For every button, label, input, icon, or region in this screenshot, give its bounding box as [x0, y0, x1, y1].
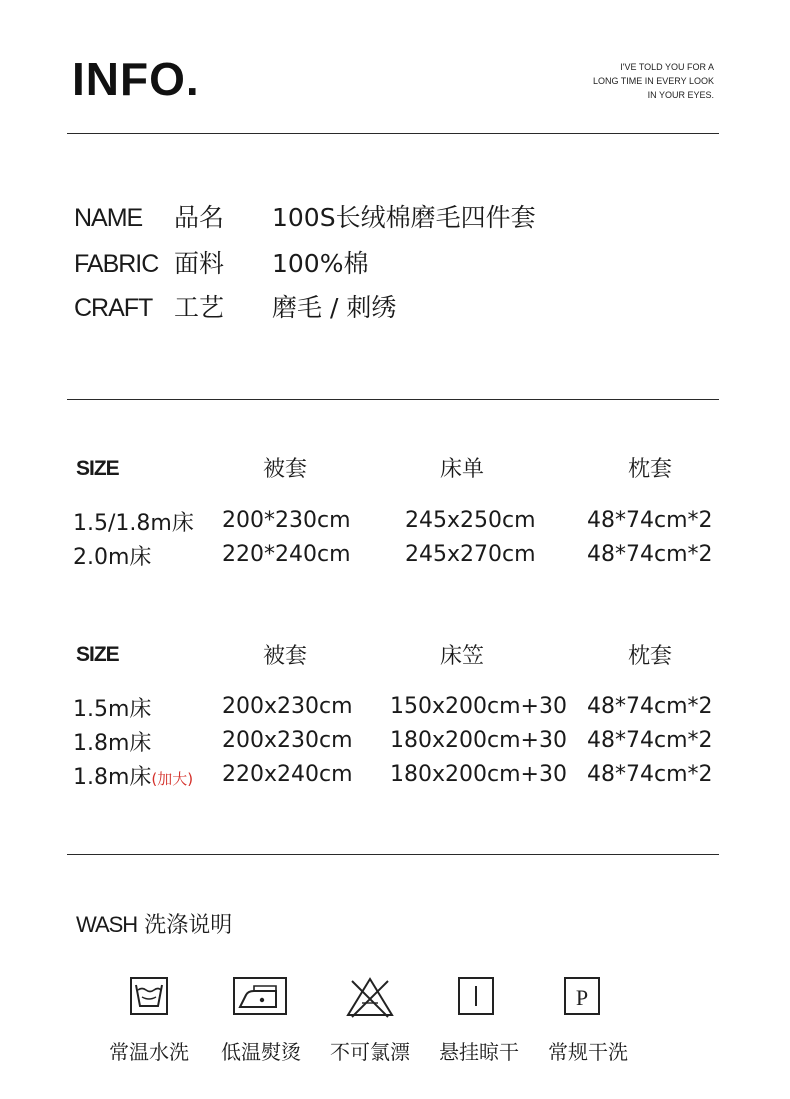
- table-cell: 220x240cm: [222, 762, 353, 787]
- table-cell: 180x200cm+30: [390, 728, 567, 753]
- info-row-fabric: [74, 248, 694, 280]
- table-cell: 48*74cm*2: [587, 762, 713, 787]
- table-cell: [73, 760, 193, 791]
- divider-3: [67, 854, 719, 855]
- header-sheet: 床单: [439, 457, 484, 482]
- info-key: FABRIC: [74, 250, 159, 278]
- tagline: [554, 60, 714, 102]
- table-cell: 48*74cm*2: [587, 542, 713, 567]
- table-cell: 245x250cm: [405, 508, 536, 533]
- table-cell: 48*74cm*2: [587, 728, 713, 753]
- wash-label: 常温水洗: [109, 1040, 189, 1064]
- table-cell: 1.5/1.8m床: [73, 511, 194, 536]
- info-row-craft: [74, 292, 694, 324]
- bleach-label: 不可氯漂: [330, 1040, 410, 1064]
- header-pillow: 枕套: [627, 644, 672, 669]
- divider-2: [67, 399, 719, 400]
- dry-label: 悬挂晾干: [439, 1040, 519, 1064]
- tagline-line-3: IN YOUR EYES.: [647, 90, 714, 100]
- wash-tub-icon: [128, 975, 170, 1017]
- info-key: NAME: [74, 204, 143, 232]
- header-duvet: 被套: [262, 644, 307, 669]
- info-value: 磨毛 / 刺绣: [272, 293, 397, 322]
- info-key-cn: 品名: [174, 203, 225, 232]
- table-cell: 200x230cm: [222, 728, 353, 753]
- info-value: 100%棉: [272, 249, 369, 278]
- info-key-cn: 工艺: [174, 293, 225, 322]
- dry-clean-label: 常规干洗: [548, 1040, 628, 1064]
- wash-title-en: WASH: [76, 912, 138, 937]
- no-bleach-icon: [344, 975, 396, 1019]
- table-cell: 1.8m床: [73, 731, 152, 756]
- iron-label: 低温熨烫: [221, 1040, 301, 1064]
- table-cell: 180x200cm+30: [390, 762, 567, 787]
- table-cell: 150x200cm+30: [390, 694, 567, 719]
- table-cell: 48*74cm*2: [587, 694, 713, 719]
- wash-title-cn: 洗涤说明: [144, 913, 233, 938]
- header-fitted-sheet: 床笠: [439, 644, 484, 669]
- table-cell: 2.0m床: [73, 545, 152, 570]
- info-key: CRAFT: [74, 294, 153, 322]
- hang-dry-icon: [456, 975, 496, 1017]
- header-duvet: 被套: [262, 457, 307, 482]
- table-cell: 220*240cm: [222, 542, 351, 567]
- table-cell: 200x230cm: [222, 694, 353, 719]
- wash-title: [76, 908, 232, 939]
- table-cell: 200*230cm: [222, 508, 351, 533]
- dry-clean-p-icon: [562, 975, 602, 1017]
- tagline-line-2: LONG TIME IN EVERY LOOK: [592, 76, 714, 86]
- size-label: SIZE: [76, 457, 119, 480]
- table-cell: 48*74cm*2: [587, 508, 713, 533]
- info-key-cn: 面料: [174, 249, 225, 278]
- table-cell: 1.5m床: [73, 697, 152, 722]
- table-cell: 245x270cm: [405, 542, 536, 567]
- oversize-note: (加大): [151, 770, 194, 788]
- header-pillow: 枕套: [627, 457, 672, 482]
- row-size: 1.8m床: [73, 765, 152, 790]
- size-label: SIZE: [76, 643, 119, 666]
- info-value: 100S长绒棉磨毛四件套: [272, 203, 536, 232]
- tagline-line-1: I'VE TOLD YOU FOR A: [620, 62, 714, 72]
- divider-1: [67, 133, 719, 134]
- info-row-name: [74, 202, 694, 234]
- p-letter: P: [575, 985, 589, 1010]
- logo: INFO.: [72, 53, 200, 105]
- iron-low-icon: [232, 975, 288, 1017]
